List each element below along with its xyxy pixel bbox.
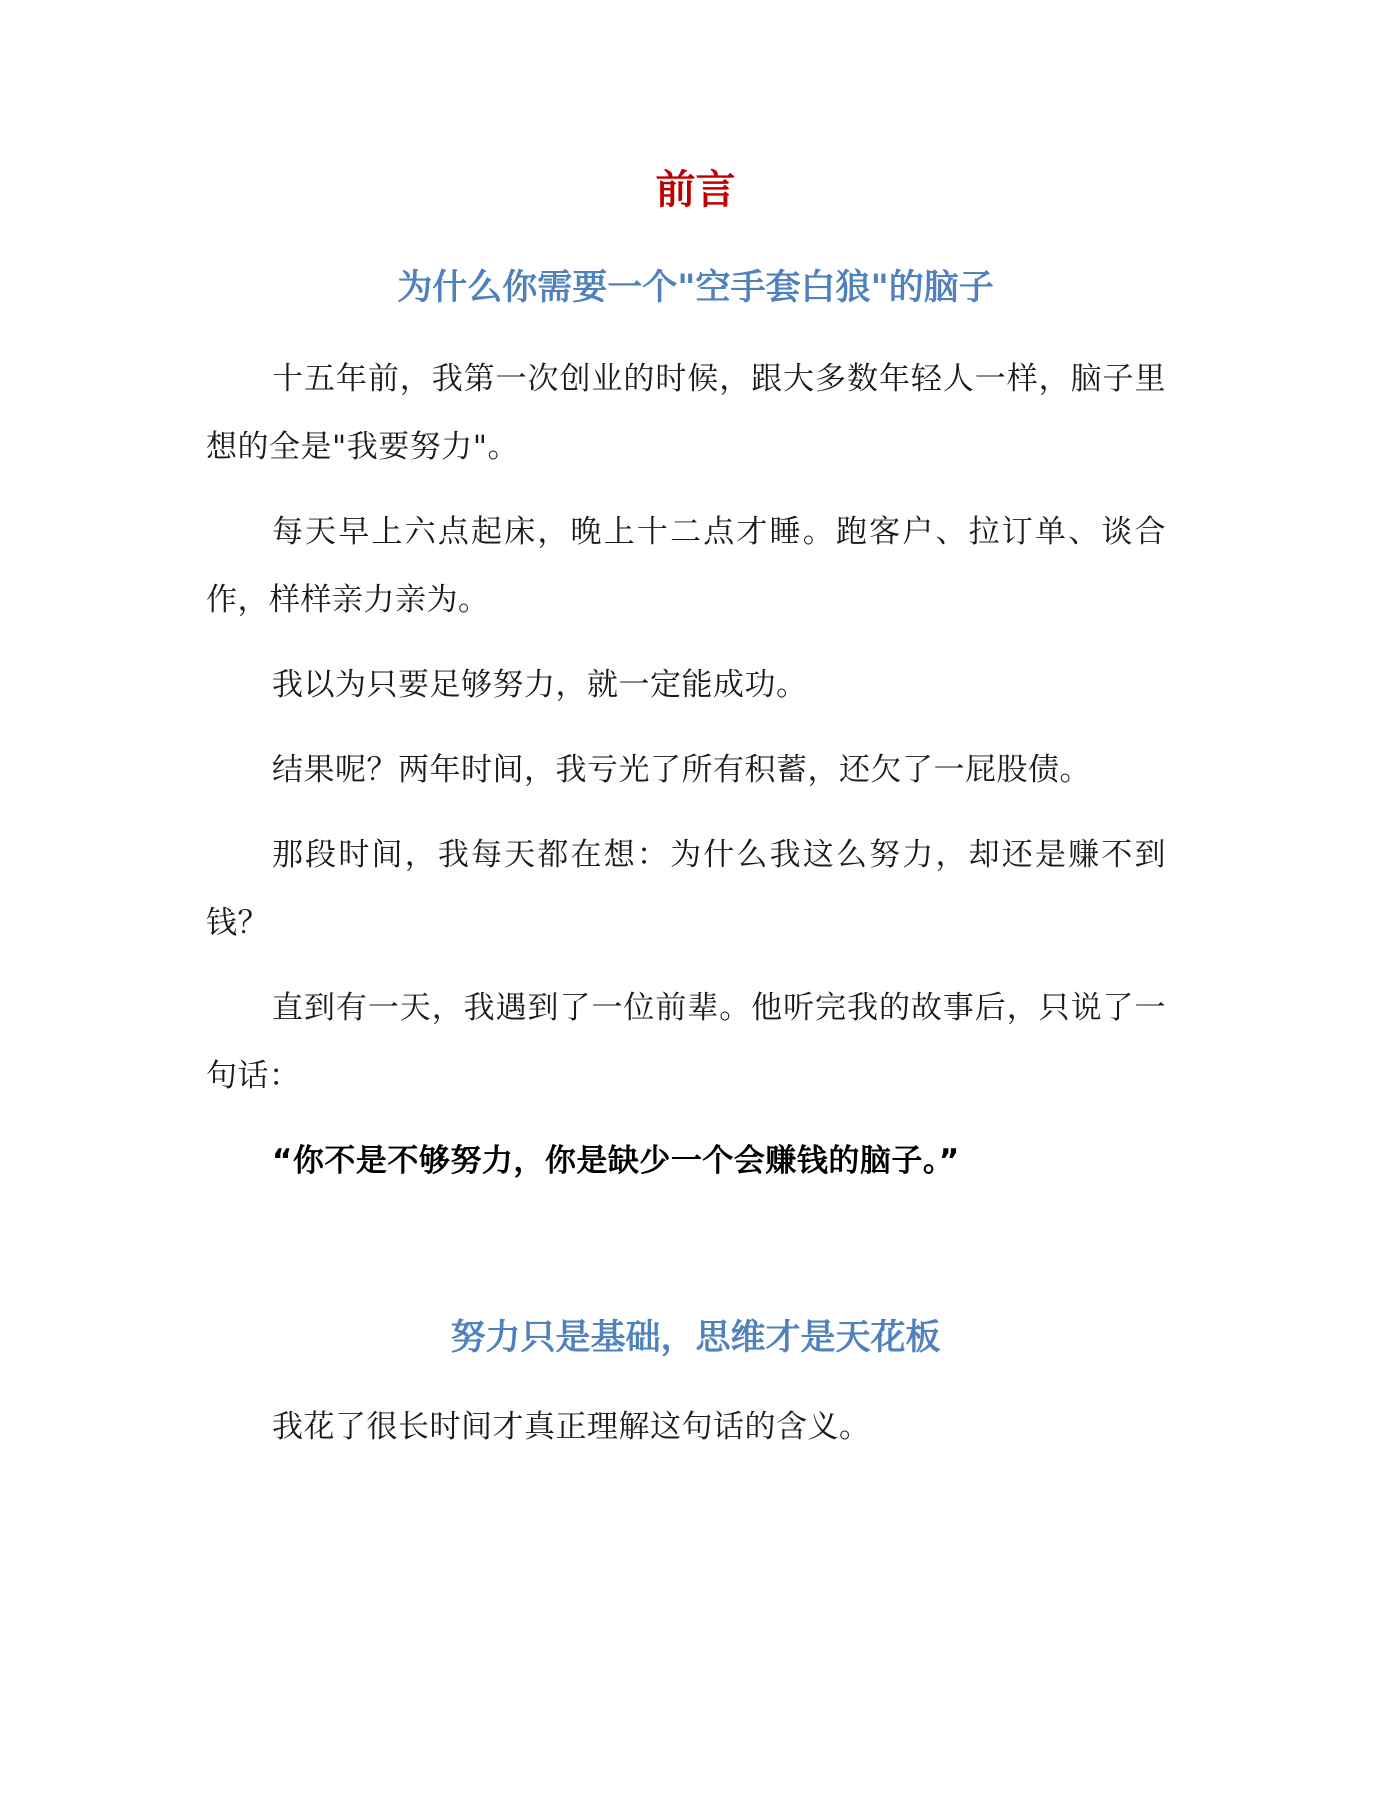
paragraph: 我花了很长时间才真正理解这句话的含义。 (272, 1409, 871, 1445)
section-1-body (206, 345, 1166, 1195)
section-heading-1: 为什么你需要一个"空手套白狼"的脑子 (397, 268, 994, 308)
highlighted-quote: “你不是不够努力，你是缺少一个会赚钱的脑子。” (272, 1143, 960, 1179)
paragraph: 十五年前，我第一次创业的时候，跟大多数年轻人一样，脑子里想的全是"我要努力"。 (206, 361, 1166, 465)
section-heading-2: 努力只是基础，思维才是天花板 (450, 1318, 941, 1358)
chapter-title: 前言 (655, 167, 736, 213)
paragraph: 结果呢？两年时间，我亏光了所有积蓄，还欠了一屁股债。 (272, 752, 1091, 788)
paragraph: 那段时间，我每天都在想：为什么我这么努力，却还是赚不到钱？ (206, 837, 1166, 941)
paragraph: 直到有一天，我遇到了一位前辈。他听完我的故事后，只说了一句话： (206, 990, 1166, 1094)
section-2-body (206, 1393, 1166, 1461)
paragraph: 每天早上六点起床，晚上十二点才睡。跑客户、拉订单、谈合作，样样亲力亲为。 (206, 514, 1166, 618)
paragraph: 我以为只要足够努力，就一定能成功。 (272, 667, 808, 703)
